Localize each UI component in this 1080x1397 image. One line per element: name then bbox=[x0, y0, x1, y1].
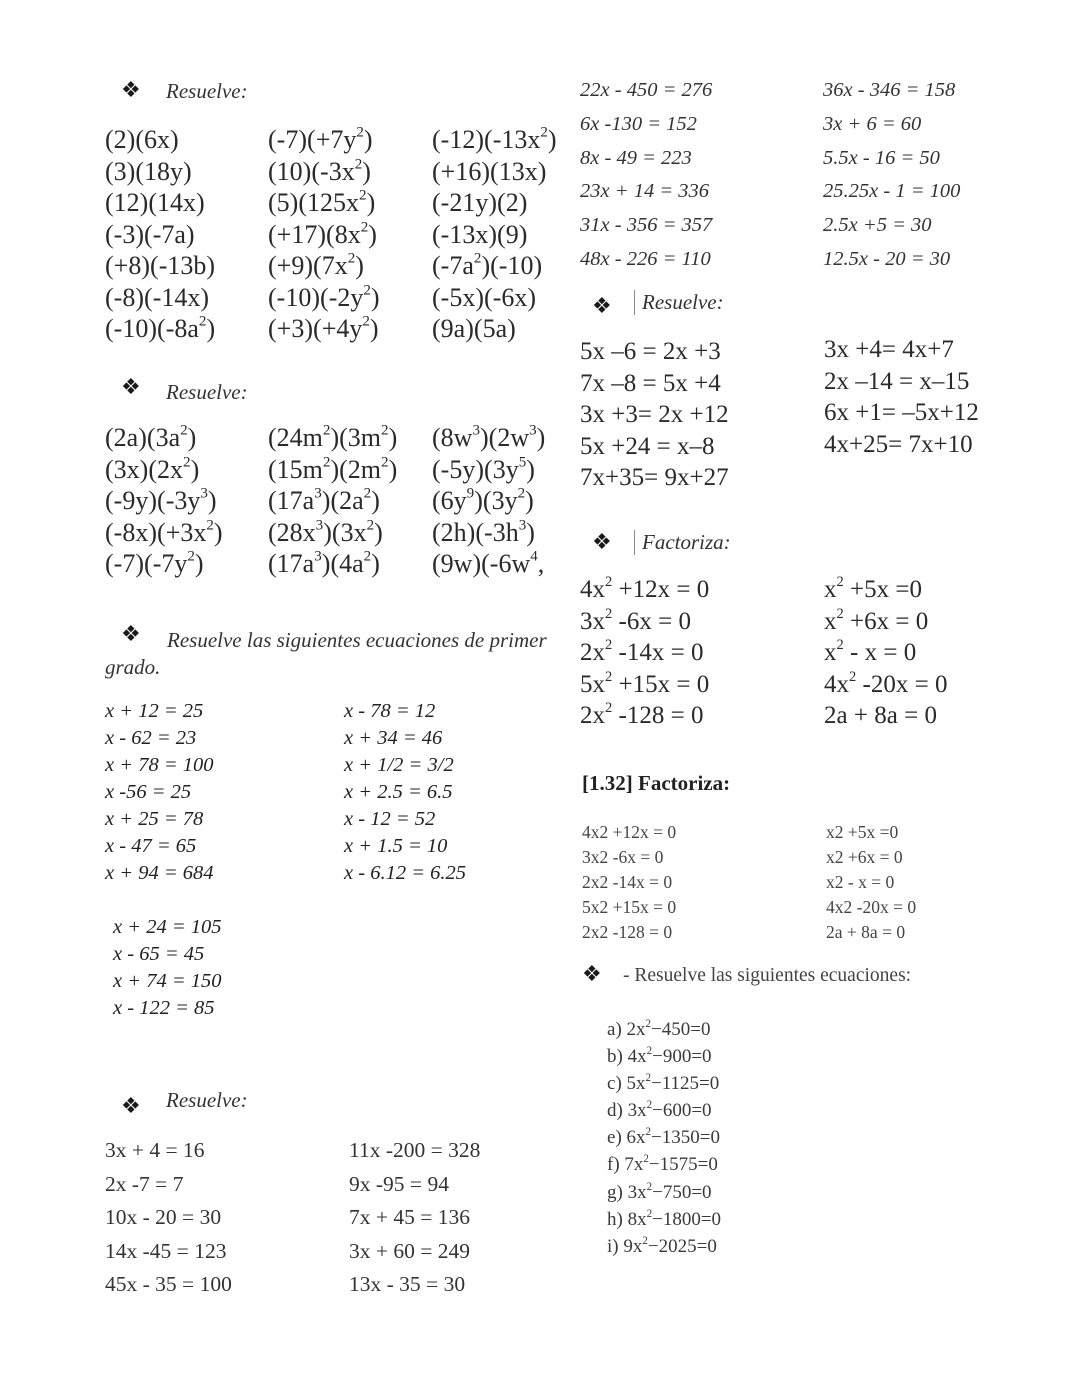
product-column-3 bbox=[432, 124, 557, 345]
exercise-item: $2x^2$ -14x = 0 bbox=[580, 637, 704, 666]
exercise-item: $(+17)(8x^2)$ bbox=[268, 219, 377, 249]
factor-column-1 bbox=[582, 820, 676, 945]
exercise-item: 2a + 8a = 0 bbox=[824, 702, 937, 729]
equation-column-1 bbox=[105, 698, 214, 887]
equation-column-2 bbox=[824, 334, 979, 460]
exercise-item: x + 34 = 46 bbox=[344, 727, 443, 749]
exercise-item: 5x2 +15x = 0 bbox=[582, 897, 677, 917]
exercise-item: $(10)(-3x^2)$ bbox=[268, 156, 371, 186]
factor-column-1 bbox=[580, 574, 709, 732]
exercise-item: 2.5x +5 = 30 bbox=[823, 214, 932, 237]
exercise-item: 5x +24 = x–8 bbox=[580, 432, 715, 460]
exercise-item: x + 24 = 105 bbox=[113, 916, 222, 938]
exercise-item: 7x + 45 = 136 bbox=[349, 1205, 471, 1229]
exercise-item: c) $5x^2-1125=0$ bbox=[607, 1071, 720, 1095]
equation-column-3 bbox=[113, 914, 222, 1022]
exercise-item: $(+3)(+4y^2)$ bbox=[268, 313, 379, 343]
exercise-item: $(3x)(2x^2)$ bbox=[105, 454, 200, 484]
section-heading-continued: grado. bbox=[105, 655, 161, 679]
exercise-item: $(-7)(+7y^2)$ bbox=[268, 124, 373, 154]
factor-column-2 bbox=[826, 820, 916, 945]
exercise-item: $(-10)(-2y^2)$ bbox=[268, 282, 380, 312]
exercise-item: x - 62 = 23 bbox=[105, 727, 197, 749]
exercise-item: x + 1/2 = 3/2 bbox=[344, 754, 454, 776]
exercise-item: g) $3x^2-750=0$ bbox=[607, 1180, 712, 1203]
product-column-1 bbox=[105, 124, 215, 345]
section-heading: Resuelve: bbox=[166, 1088, 248, 1112]
exercise-item: 12.5x - 20 = 30 bbox=[823, 247, 951, 270]
lettered-equation-list bbox=[607, 1016, 721, 1260]
exercise-item: 4x+25= 7x+10 bbox=[824, 430, 973, 458]
exercise-item: x2 +5x =0 bbox=[826, 822, 899, 842]
bullet-diamond-icon: ❖ bbox=[121, 622, 141, 647]
exercise-item: $(-7)(-7y^2)$ bbox=[105, 548, 204, 578]
factor-column-2 bbox=[824, 574, 947, 732]
exercise-item: $(17a^3)(4a^2)$ bbox=[268, 548, 380, 578]
section-heading: - Resuelve las siguientes ecuaciones: bbox=[623, 965, 912, 986]
equation-column-2 bbox=[349, 1134, 480, 1302]
exercise-item: (9a)(5a) bbox=[432, 314, 516, 343]
exercise-item: x + 94 = 684 bbox=[105, 862, 214, 884]
exercise-item: x + 74 = 150 bbox=[113, 970, 222, 992]
exercise-item: $(2h)(-3h^3)$ bbox=[432, 517, 535, 547]
exercise-item: (-3)(-7a) bbox=[105, 219, 195, 249]
exercise-item: (-5x)(-6x) bbox=[432, 282, 537, 312]
exercise-item: x - 12 = 52 bbox=[344, 808, 436, 830]
exercise-item: $(9w)(-6w^4$, bbox=[432, 548, 545, 578]
exercise-item: x + 1.5 = 10 bbox=[344, 835, 448, 857]
exercise-item: x + 2.5 = 6.5 bbox=[344, 781, 453, 803]
exercise-item: 7x –8 = 5x +4 bbox=[580, 369, 721, 397]
exercise-item: e) $6x^2-1350=0$ bbox=[607, 1126, 720, 1149]
exercise-item: 45x - 35 = 100 bbox=[105, 1272, 232, 1296]
exercise-item: (12)(14x) bbox=[105, 188, 205, 217]
exercise-item: 6x +1= –5x+12 bbox=[824, 399, 979, 426]
exercise-item: b) $4x^2-900=0$ bbox=[607, 1044, 712, 1068]
exercise-item: $(15m^2)(2m^2)$ bbox=[268, 454, 398, 484]
bullet-diamond-icon: ❖ bbox=[121, 78, 141, 103]
exercise-item: 3x + 4 = 16 bbox=[105, 1138, 205, 1162]
exercise-item: 10x - 20 = 30 bbox=[105, 1205, 222, 1229]
exercise-item: $(+9)(7x^2)$ bbox=[268, 250, 364, 280]
equation-column-1 bbox=[580, 336, 729, 494]
section-heading: Resuelve: bbox=[166, 79, 248, 103]
bullet-diamond-icon: ❖ bbox=[121, 1094, 141, 1119]
bullet-diamond-icon: ❖ bbox=[582, 962, 602, 987]
equation-column-1 bbox=[580, 74, 712, 277]
exercise-item: (2)(6x) bbox=[105, 125, 179, 154]
exercise-item: x - 122 = 85 bbox=[113, 997, 215, 1019]
exercise-item: 9x -95 = 94 bbox=[349, 1171, 449, 1196]
exercise-item: x - 6.12 = 6.25 bbox=[344, 862, 467, 884]
product-column-1 bbox=[105, 422, 223, 580]
exercise-item: 4x2 +12x = 0 bbox=[582, 822, 677, 842]
exercise-item: 6x -130 = 152 bbox=[580, 112, 697, 135]
exercise-item: (+16)(13x) bbox=[432, 156, 547, 186]
exercise-item: $(28x^3)(3x^2)$ bbox=[268, 517, 383, 547]
exercise-item: $2x^2$ -128 = 0 bbox=[580, 700, 704, 729]
product-column-2 bbox=[268, 422, 397, 580]
exercise-item: 3x +3= 2x +12 bbox=[580, 401, 729, 428]
exercise-item: x -56 = 25 bbox=[105, 781, 192, 803]
exercise-item: $x^2 +6x = 0$ bbox=[824, 605, 929, 635]
exercise-item: 5.5x - 16 = 50 bbox=[823, 146, 940, 169]
exercise-item: $(-9y)(-3y^3)$ bbox=[105, 485, 217, 515]
bullet-diamond-icon: ❖ bbox=[121, 375, 141, 400]
exercise-item: $(-8x)(+3x^2)$ bbox=[105, 517, 223, 547]
exercise-item: $(8w^3)(2w^3)$ bbox=[432, 422, 546, 452]
exercise-item: 23x + 14 = 336 bbox=[580, 180, 710, 203]
exercise-item: i) $9x^2-2025=0$ bbox=[607, 1234, 717, 1257]
exercise-item: $x^2 - x = 0$ bbox=[824, 637, 917, 666]
equation-column-1 bbox=[105, 1134, 232, 1302]
exercise-item: 14x -45 = 123 bbox=[105, 1238, 227, 1263]
exercise-item: $3x^2$ -6x = 0 bbox=[580, 605, 691, 635]
exercise-item: $(5)(125x^2)$ bbox=[268, 187, 376, 217]
bullet-diamond-icon: ❖ bbox=[592, 294, 612, 319]
exercise-item: x + 25 = 78 bbox=[105, 808, 204, 830]
equation-column-2 bbox=[344, 698, 466, 887]
section-heading: Factoriza: bbox=[634, 530, 731, 555]
exercise-item: $5x^2 +15x = 0$ bbox=[580, 668, 710, 698]
exercise-item: 4x2 -20x = 0 bbox=[826, 897, 917, 917]
equation-column-2 bbox=[823, 74, 960, 277]
exercise-item: 3x + 60 = 249 bbox=[349, 1238, 471, 1263]
exercise-item: (-13x)(9) bbox=[432, 219, 528, 249]
exercise-item: $(-12)(-13x^2)$ bbox=[432, 124, 557, 154]
exercise-item: 2x2 -14x = 0 bbox=[582, 872, 673, 892]
exercise-item: 2a + 8a = 0 bbox=[826, 922, 906, 942]
exercise-item: 11x -200 = 328 bbox=[349, 1138, 481, 1162]
exercise-item: 7x+35= 9x+27 bbox=[580, 464, 729, 491]
exercise-item: 5x –6 = 2x +3 bbox=[580, 338, 721, 365]
exercise-item: 2x –14 = x–15 bbox=[824, 367, 970, 395]
exercise-item: x + 12 = 25 bbox=[105, 700, 204, 722]
section-heading: Resuelve: bbox=[166, 380, 248, 404]
exercise-item: $x^2 +5x =0$ bbox=[824, 574, 922, 603]
exercise-item: x - 47 = 65 bbox=[105, 835, 197, 857]
exercise-item: 3x + 6 = 60 bbox=[823, 112, 922, 135]
exercise-item: x2 +6x = 0 bbox=[826, 847, 903, 867]
exercise-item: 31x - 356 = 357 bbox=[580, 214, 713, 237]
exercise-item: 3x2 -6x = 0 bbox=[582, 847, 664, 867]
exercise-item: 3x +4= 4x+7 bbox=[824, 336, 954, 363]
section-heading-bold: [1.32] Factoriza: bbox=[582, 771, 731, 795]
exercise-item: $4x^2 +12x = 0$ bbox=[580, 574, 710, 603]
exercise-item: (-21y)(2) bbox=[432, 188, 528, 217]
bullet-diamond-icon: ❖ bbox=[592, 530, 612, 555]
exercise-item: 48x - 226 = 110 bbox=[580, 247, 711, 270]
exercise-item: $(6y^9)(3y^2)$ bbox=[432, 485, 534, 515]
product-column-2 bbox=[268, 124, 380, 345]
exercise-item: $(-10)(-8a^2)$ bbox=[105, 313, 216, 343]
exercise-item: f) $7x^2-1575=0$ bbox=[607, 1153, 718, 1176]
exercise-item: h) $8x^2-1800=0$ bbox=[607, 1207, 722, 1230]
product-column-3 bbox=[432, 422, 545, 580]
exercise-item: 25.25x - 1 = 100 bbox=[823, 180, 961, 203]
exercise-item: d) $3x^2-600=0$ bbox=[607, 1099, 712, 1122]
exercise-item: $4x^2$ -20x = 0 bbox=[824, 668, 948, 698]
exercise-item: x2 - x = 0 bbox=[826, 872, 895, 892]
exercise-item: (3)(18y) bbox=[105, 156, 192, 186]
section-heading: Resuelve: bbox=[634, 290, 724, 315]
exercise-item: $(-7a^2)(-10)$ bbox=[432, 250, 543, 280]
exercise-item: x - 78 = 12 bbox=[344, 700, 436, 722]
exercise-item: x + 78 = 100 bbox=[105, 754, 214, 776]
exercise-item: (-8)(-14x) bbox=[105, 282, 210, 312]
exercise-item: 2x -7 = 7 bbox=[105, 1171, 184, 1196]
exercise-item: 8x - 49 = 223 bbox=[580, 146, 692, 169]
exercise-item: $(17a^3)(2a^2)$ bbox=[268, 485, 380, 515]
exercise-item: 13x - 35 = 30 bbox=[349, 1272, 466, 1296]
exercise-item: x - 65 = 45 bbox=[113, 943, 205, 965]
exercise-item: (+8)(-13b) bbox=[105, 251, 216, 280]
exercise-item: $(24m^2)(3m^2)$ bbox=[268, 422, 398, 452]
exercise-item: 2x2 -128 = 0 bbox=[582, 922, 673, 942]
exercise-item: 22x - 450 = 276 bbox=[580, 79, 713, 101]
exercise-item: $(2a)(3a^2)$ bbox=[105, 422, 197, 452]
section-heading: Resuelve las siguientes ecuaciones de primer bbox=[167, 628, 547, 652]
exercise-item: a) $2x^2-450=0$ bbox=[607, 1017, 711, 1040]
exercise-item: 36x - 346 = 158 bbox=[823, 79, 956, 101]
exercise-item: $(-5y)(3y^5)$ bbox=[432, 454, 535, 484]
